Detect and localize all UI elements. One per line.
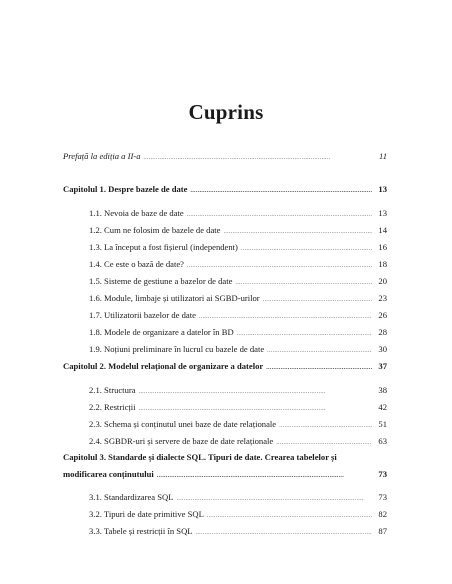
- toc-section-label: 3.3. Tabele și restricții în SQL: [89, 526, 193, 536]
- leader-dots: [276, 436, 372, 449]
- toc-section: [63, 436, 387, 449]
- toc-section-page: 51: [378, 419, 387, 429]
- toc-chapter-label: Capitolul 1. Despre bazele de date: [63, 184, 188, 194]
- toc-section-page: 14: [378, 225, 387, 235]
- toc-chapter-label: Capitolul 2. Modelul relațional de organizare a datelor: [63, 361, 264, 371]
- toc-section: [63, 419, 387, 432]
- toc-section-label: 1.9. Noțiuni preliminare în lucrul cu bazele de date: [89, 344, 265, 354]
- toc-chapter-page: 37: [378, 361, 387, 371]
- toc-section-label: 1.8. Modele de organizare a datelor în BD: [89, 327, 234, 337]
- toc-section-label: 1.7. Utilizatorii bazelor de date: [89, 310, 196, 320]
- toc-section-page: 18: [378, 259, 387, 269]
- toc-section-label: 3.1. Standardizarea SQL: [89, 492, 174, 502]
- leader-dots: [263, 293, 372, 306]
- toc-section: [63, 526, 387, 539]
- leader-dots: [199, 310, 372, 323]
- toc-section-page: 13: [378, 208, 387, 218]
- toc-section-page: 38: [378, 385, 387, 395]
- toc-section-page: 26: [378, 310, 387, 320]
- toc-section: [63, 402, 387, 415]
- toc-section-page: 30: [378, 344, 387, 354]
- toc-section: [63, 242, 387, 255]
- toc-section: [63, 385, 387, 398]
- leader-dots: [279, 419, 372, 432]
- leader-dots: [235, 276, 372, 289]
- toc-section: [63, 259, 387, 272]
- leader-dots: [139, 402, 372, 415]
- toc-section: [63, 310, 387, 323]
- toc-section-label: 2.4. SGBDR-uri și servere de baze de date relaționale: [89, 436, 274, 446]
- toc-section: [63, 509, 387, 522]
- toc-chapter-3-heading: Capitolul 3. Standarde și dialecte SQL. Tipuri de date. Crearea tabelelor și: [63, 452, 337, 462]
- toc-section-page: 82: [378, 509, 387, 519]
- toc-chapter-2: [63, 361, 387, 374]
- leader-dots: [266, 361, 372, 374]
- toc-section: [63, 327, 387, 340]
- leader-dots: [176, 492, 372, 505]
- toc-section-page: 73: [378, 492, 387, 502]
- toc-chapter-label: modificarea conținutului: [63, 469, 154, 479]
- toc-preface-label: Prefață la ediția a II-a: [63, 151, 141, 161]
- toc-section: [63, 492, 387, 505]
- toc-section-page: 87: [378, 526, 387, 536]
- toc-section-label: 1.2. Cum ne folosim de bazele de date: [89, 225, 221, 235]
- toc-section: [63, 344, 387, 357]
- toc-section-label: 1.6. Module, limbaje și utilizatori ai SGBD-urilor: [89, 293, 260, 303]
- page-title: Cuprins: [188, 100, 264, 124]
- leader-dots: [267, 344, 372, 357]
- toc-section-label: 2.1. Structura: [89, 385, 136, 395]
- toc-section-label: 2.3. Schema și conținutul unei baze de date relaționale: [89, 419, 277, 429]
- leader-dots: [157, 469, 372, 482]
- leader-dots: [144, 151, 373, 164]
- toc-section-page: 28: [378, 327, 387, 337]
- toc-chapter-3: [63, 469, 387, 482]
- toc-section-label: 3.2. Tipuri de date primitive SQL: [89, 509, 204, 519]
- toc-section-label: 1.5. Sisteme de gestiune a bazelor de date: [89, 276, 233, 286]
- leader-dots: [224, 225, 373, 238]
- leader-dots: [196, 526, 372, 539]
- toc-section: [63, 208, 387, 221]
- toc-section-label: 1.1. Nevoia de baze de date: [89, 208, 184, 218]
- leader-dots: [237, 327, 372, 340]
- toc-preface-page: 11: [379, 151, 387, 161]
- leader-dots: [139, 385, 372, 398]
- toc-chapter-1: [63, 184, 387, 197]
- leader-dots: [207, 509, 372, 522]
- toc-section: [63, 225, 387, 238]
- leader-dots: [190, 184, 372, 197]
- toc-section-page: 20: [378, 276, 387, 286]
- leader-dots: [241, 242, 372, 255]
- toc-section-page: 63: [378, 436, 387, 446]
- toc-section-label: 2.2. Restricții: [89, 402, 136, 412]
- leader-dots: [187, 259, 372, 272]
- leader-dots: [187, 208, 372, 221]
- toc-preface: [63, 151, 387, 164]
- toc-section-page: 23: [378, 293, 387, 303]
- toc-section-label: 1.4. Ce este o bază de date?: [89, 259, 184, 269]
- toc-section-label: 1.3. La început a fost fișierul (independent): [89, 242, 238, 252]
- toc-section: [63, 293, 387, 306]
- toc-chapter-page: 73: [378, 469, 387, 479]
- toc-section: [63, 276, 387, 289]
- toc-section-page: 16: [378, 242, 387, 252]
- toc-section-page: 42: [378, 402, 387, 412]
- toc-chapter-page: 13: [378, 184, 387, 194]
